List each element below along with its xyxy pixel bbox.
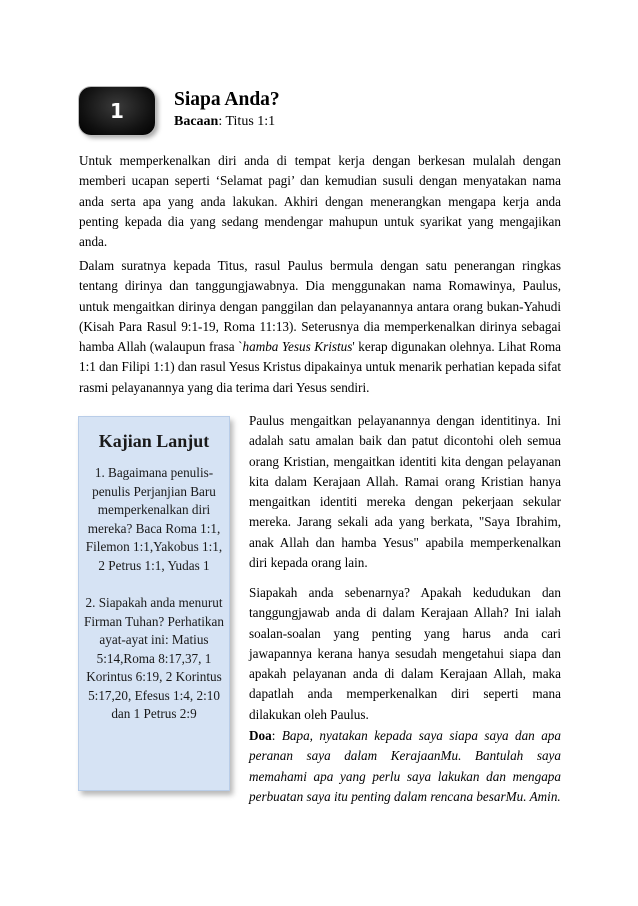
chapter-number: 1 xyxy=(110,99,124,123)
intro-paragraph-2-text-b: ' kerap digunakan olehnya. Lihat Roma 1:1 dan Filipi 1:1) dan rasul Yesus Kristus dipakainya untuk menarik perhatian kepada sifat rasmi pelayanannya yang dia terima dari Yesus sendiri. xyxy=(79,339,561,395)
intro-paragraph-2 xyxy=(79,256,561,398)
reading-label: Bacaan xyxy=(174,114,219,129)
reading-ref: : Titus 1:1 xyxy=(218,114,276,129)
further-study-box xyxy=(78,416,230,791)
intro-paragraph-2-italic: hamba Yesus Kristus xyxy=(242,339,353,355)
page-title: Siapa Anda? xyxy=(174,89,280,110)
reading-reference xyxy=(174,114,275,130)
intro-paragraph-1: Untuk memperkenalkan diri anda di tempat kerja dengan berkesan mulalah dengan memberi ucapan seperti ‘Selamat pagi’ dan kemudian susuli dengan menyatakan nama anda serta apa yang anda lakukan. Akhiri dengan menerangkan mengapa kerja anda penting kepada dia yang sedang mendengar mahupun untuk syarikat yang mengajikan anda. xyxy=(79,153,561,250)
prayer-text: Bapa, nyatakan kepada saya siapa saya dan apa peranan saya dalam KerajaanMu. Bantulah saya memahami apa yang perlu saya lakukan dan mengapa perbuatan saya itu penting dalam rencana besarMu. Amin. xyxy=(249,728,561,804)
chapter-number-badge xyxy=(79,87,155,135)
prayer-label: Doa xyxy=(249,728,272,743)
prayer-colon: : xyxy=(271,728,282,743)
further-study-item: 2. Siapakah anda menurut Firman Tuhan? Perhatikan ayat-ayat ini: Matius 5:14,Roma 8:17,37, 1 Korintus 6:19, 2 Korintus 5:17,20, Efesus 1:4, 2:10 dan 1 Petrus 2:9 xyxy=(84,595,224,721)
right-paragraph-1: Paulus mengaitkan pelayanannya dengan identitinya. Ini adalah satu amalan baik dan patut dicontohi oleh semua orang Kristian, mengaitkan identiti kita dengan pelayanan kita dalam Kerajaan Allah. Ramai orang Kristian hanya mengaitkan identiti mereka dengan pekerjaan sekular mereka. Jarang sekali ada yang berkata, "Saya Ibrahim, anak Allah dan hamba Yesus" apabila memperkenalkan diri kepada orang lain. xyxy=(249,413,561,571)
intro-paragraph-2-text-a: Dalam suratnya kepada Titus, rasul Paulus bermula dengan satu penerangan ringkas tentang dirinya dan tanggungjawabnya. Dia menggunakan nama Romawinya, Paulus, untuk mengaitkan dirinya dengan panggilan dan pelayanannya antara orang bukan-Yahudi (Kisah Para Rasul 9:1-19, Roma 11:13). Seterusnya dia memperkenalkan dirinya sebagai hamba Allah (walaupun frasa ` xyxy=(79,258,561,355)
further-study-item: 1. Bagaimana penulis-penulis Perjanjian Baru memperkenalkan diri mereka? Baca Roma 1:1, Filemon 1:1,Yakobus 1:1, 2 Petrus 1:1, Yudas 1 xyxy=(85,465,223,573)
prayer-paragraph xyxy=(249,726,561,807)
further-study-title: Kajian Lanjut xyxy=(98,431,210,451)
right-paragraph-2: Siapakah anda sebenarnya? Apakah kedudukan dan tanggungjawab anda di dalam Kerajaan Allah? Ini ialah soalan-soalan yang penting yang harus anda cari jawapannya kerana hanya sesudah mengetahui siapa dan apakah pelayanan anda di dalam Kerajaan Allah, maka dapatlah anda memperkenalkan diri seperti mana dilakukan oleh Paulus. xyxy=(249,585,561,722)
